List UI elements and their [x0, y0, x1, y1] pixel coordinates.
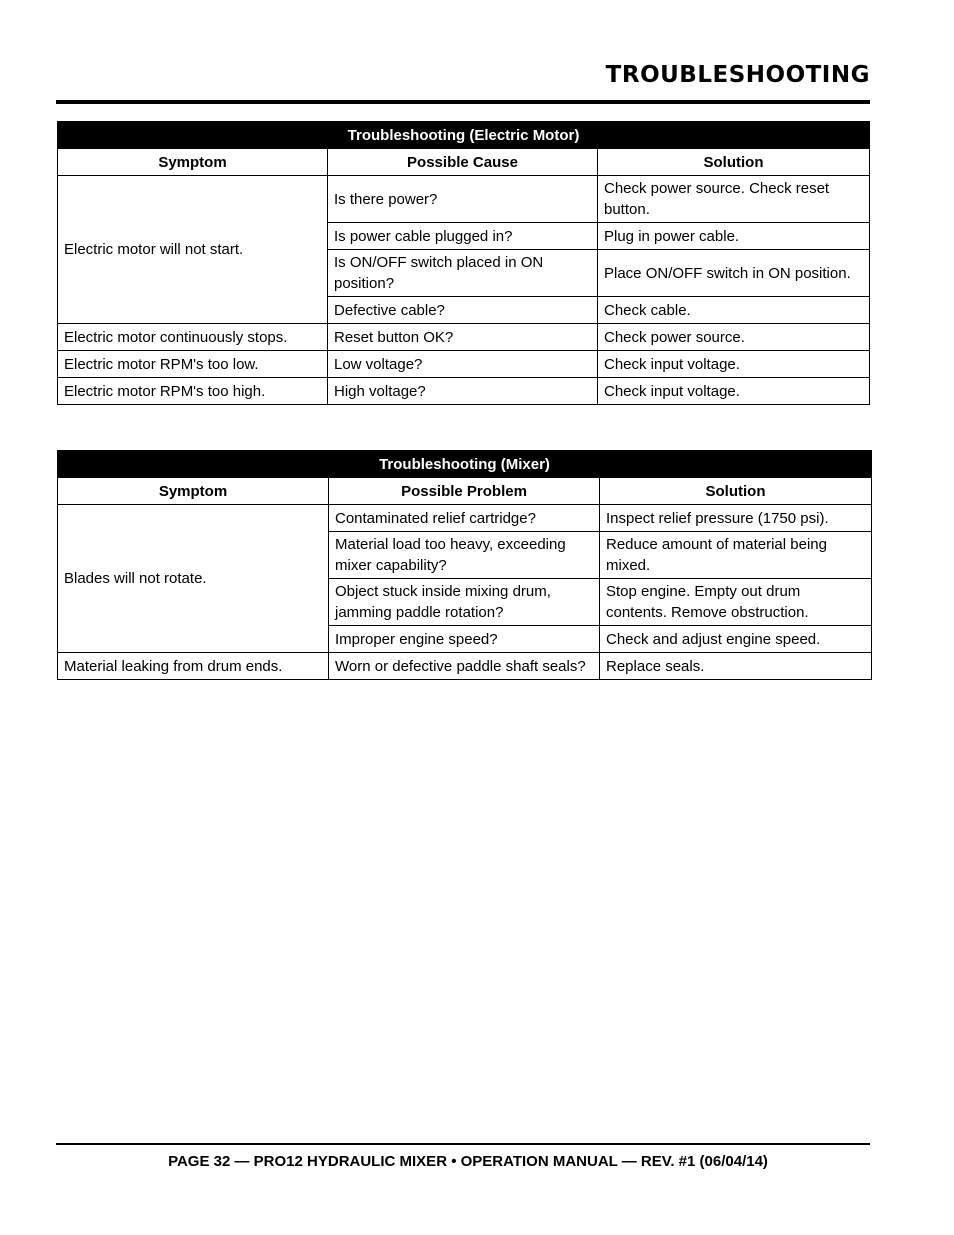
symptom-cell: Electric motor will not start.: [58, 176, 328, 324]
solution-cell: Reduce amount of material being mixed.: [600, 532, 872, 579]
column-header-symptom: Symptom: [58, 149, 328, 176]
cause-cell: Defective cable?: [328, 297, 598, 324]
cause-cell: Material load too heavy, exceeding mixer capability?: [329, 532, 600, 579]
table-row: [58, 324, 870, 351]
solution-cell: Stop engine. Empty out drum contents. Remove obstruction.: [600, 579, 872, 626]
cause-cell: Improper engine speed?: [329, 626, 600, 653]
cause-cell: High voltage?: [328, 378, 598, 405]
table-row: [58, 176, 870, 223]
symptom-cell: Material leaking from drum ends.: [58, 653, 329, 680]
solution-cell: Check and adjust engine speed.: [600, 626, 872, 653]
footer-rule: [56, 1143, 870, 1145]
table-row: [58, 505, 872, 532]
cause-cell: Reset button OK?: [328, 324, 598, 351]
cause-cell: Is power cable plugged in?: [328, 223, 598, 250]
table-row: [58, 378, 870, 405]
solution-cell: Replace seals.: [600, 653, 872, 680]
solution-cell: Inspect relief pressure (1750 psi).: [600, 505, 872, 532]
cause-cell: Low voltage?: [328, 351, 598, 378]
table-row: [58, 351, 870, 378]
table-caption: Troubleshooting (Mixer): [58, 451, 872, 478]
mixer-troubleshooting-table: [57, 450, 872, 680]
cause-cell: Is there power?: [328, 176, 598, 223]
column-header-possible-problem: Possible Problem: [329, 478, 600, 505]
symptom-cell: Electric motor RPM's too high.: [58, 378, 328, 405]
cause-cell: Worn or defective paddle shaft seals?: [329, 653, 600, 680]
table-row: [58, 653, 872, 680]
page-footer: PAGE 32 — PRO12 HYDRAULIC MIXER • OPERATION MANUAL — REV. #1 (06/04/14): [168, 1153, 768, 1170]
symptom-cell: Electric motor continuously stops.: [58, 324, 328, 351]
solution-cell: Check power source. Check reset button.: [598, 176, 870, 223]
column-header-possible-cause: Possible Cause: [328, 149, 598, 176]
page-title: TROUBLESHOOTING: [605, 62, 870, 88]
table-caption: Troubleshooting (Electric Motor): [58, 122, 870, 149]
column-header-solution: Solution: [600, 478, 872, 505]
solution-cell: Check cable.: [598, 297, 870, 324]
column-header-solution: Solution: [598, 149, 870, 176]
solution-cell: Check input voltage.: [598, 378, 870, 405]
solution-cell: Check power source.: [598, 324, 870, 351]
solution-cell: Check input voltage.: [598, 351, 870, 378]
symptom-cell: Blades will not rotate.: [58, 505, 329, 653]
cause-cell: Contaminated relief cartridge?: [329, 505, 600, 532]
cause-cell: Is ON/OFF switch placed in ON position?: [328, 250, 598, 297]
cause-cell: Object stuck inside mixing drum, jamming paddle rotation?: [329, 579, 600, 626]
solution-cell: Place ON/OFF switch in ON position.: [598, 250, 870, 297]
solution-cell: Plug in power cable.: [598, 223, 870, 250]
column-header-symptom: Symptom: [58, 478, 329, 505]
electric-motor-troubleshooting-table: [57, 121, 870, 405]
symptom-cell: Electric motor RPM's too low.: [58, 351, 328, 378]
title-rule: [56, 100, 870, 104]
